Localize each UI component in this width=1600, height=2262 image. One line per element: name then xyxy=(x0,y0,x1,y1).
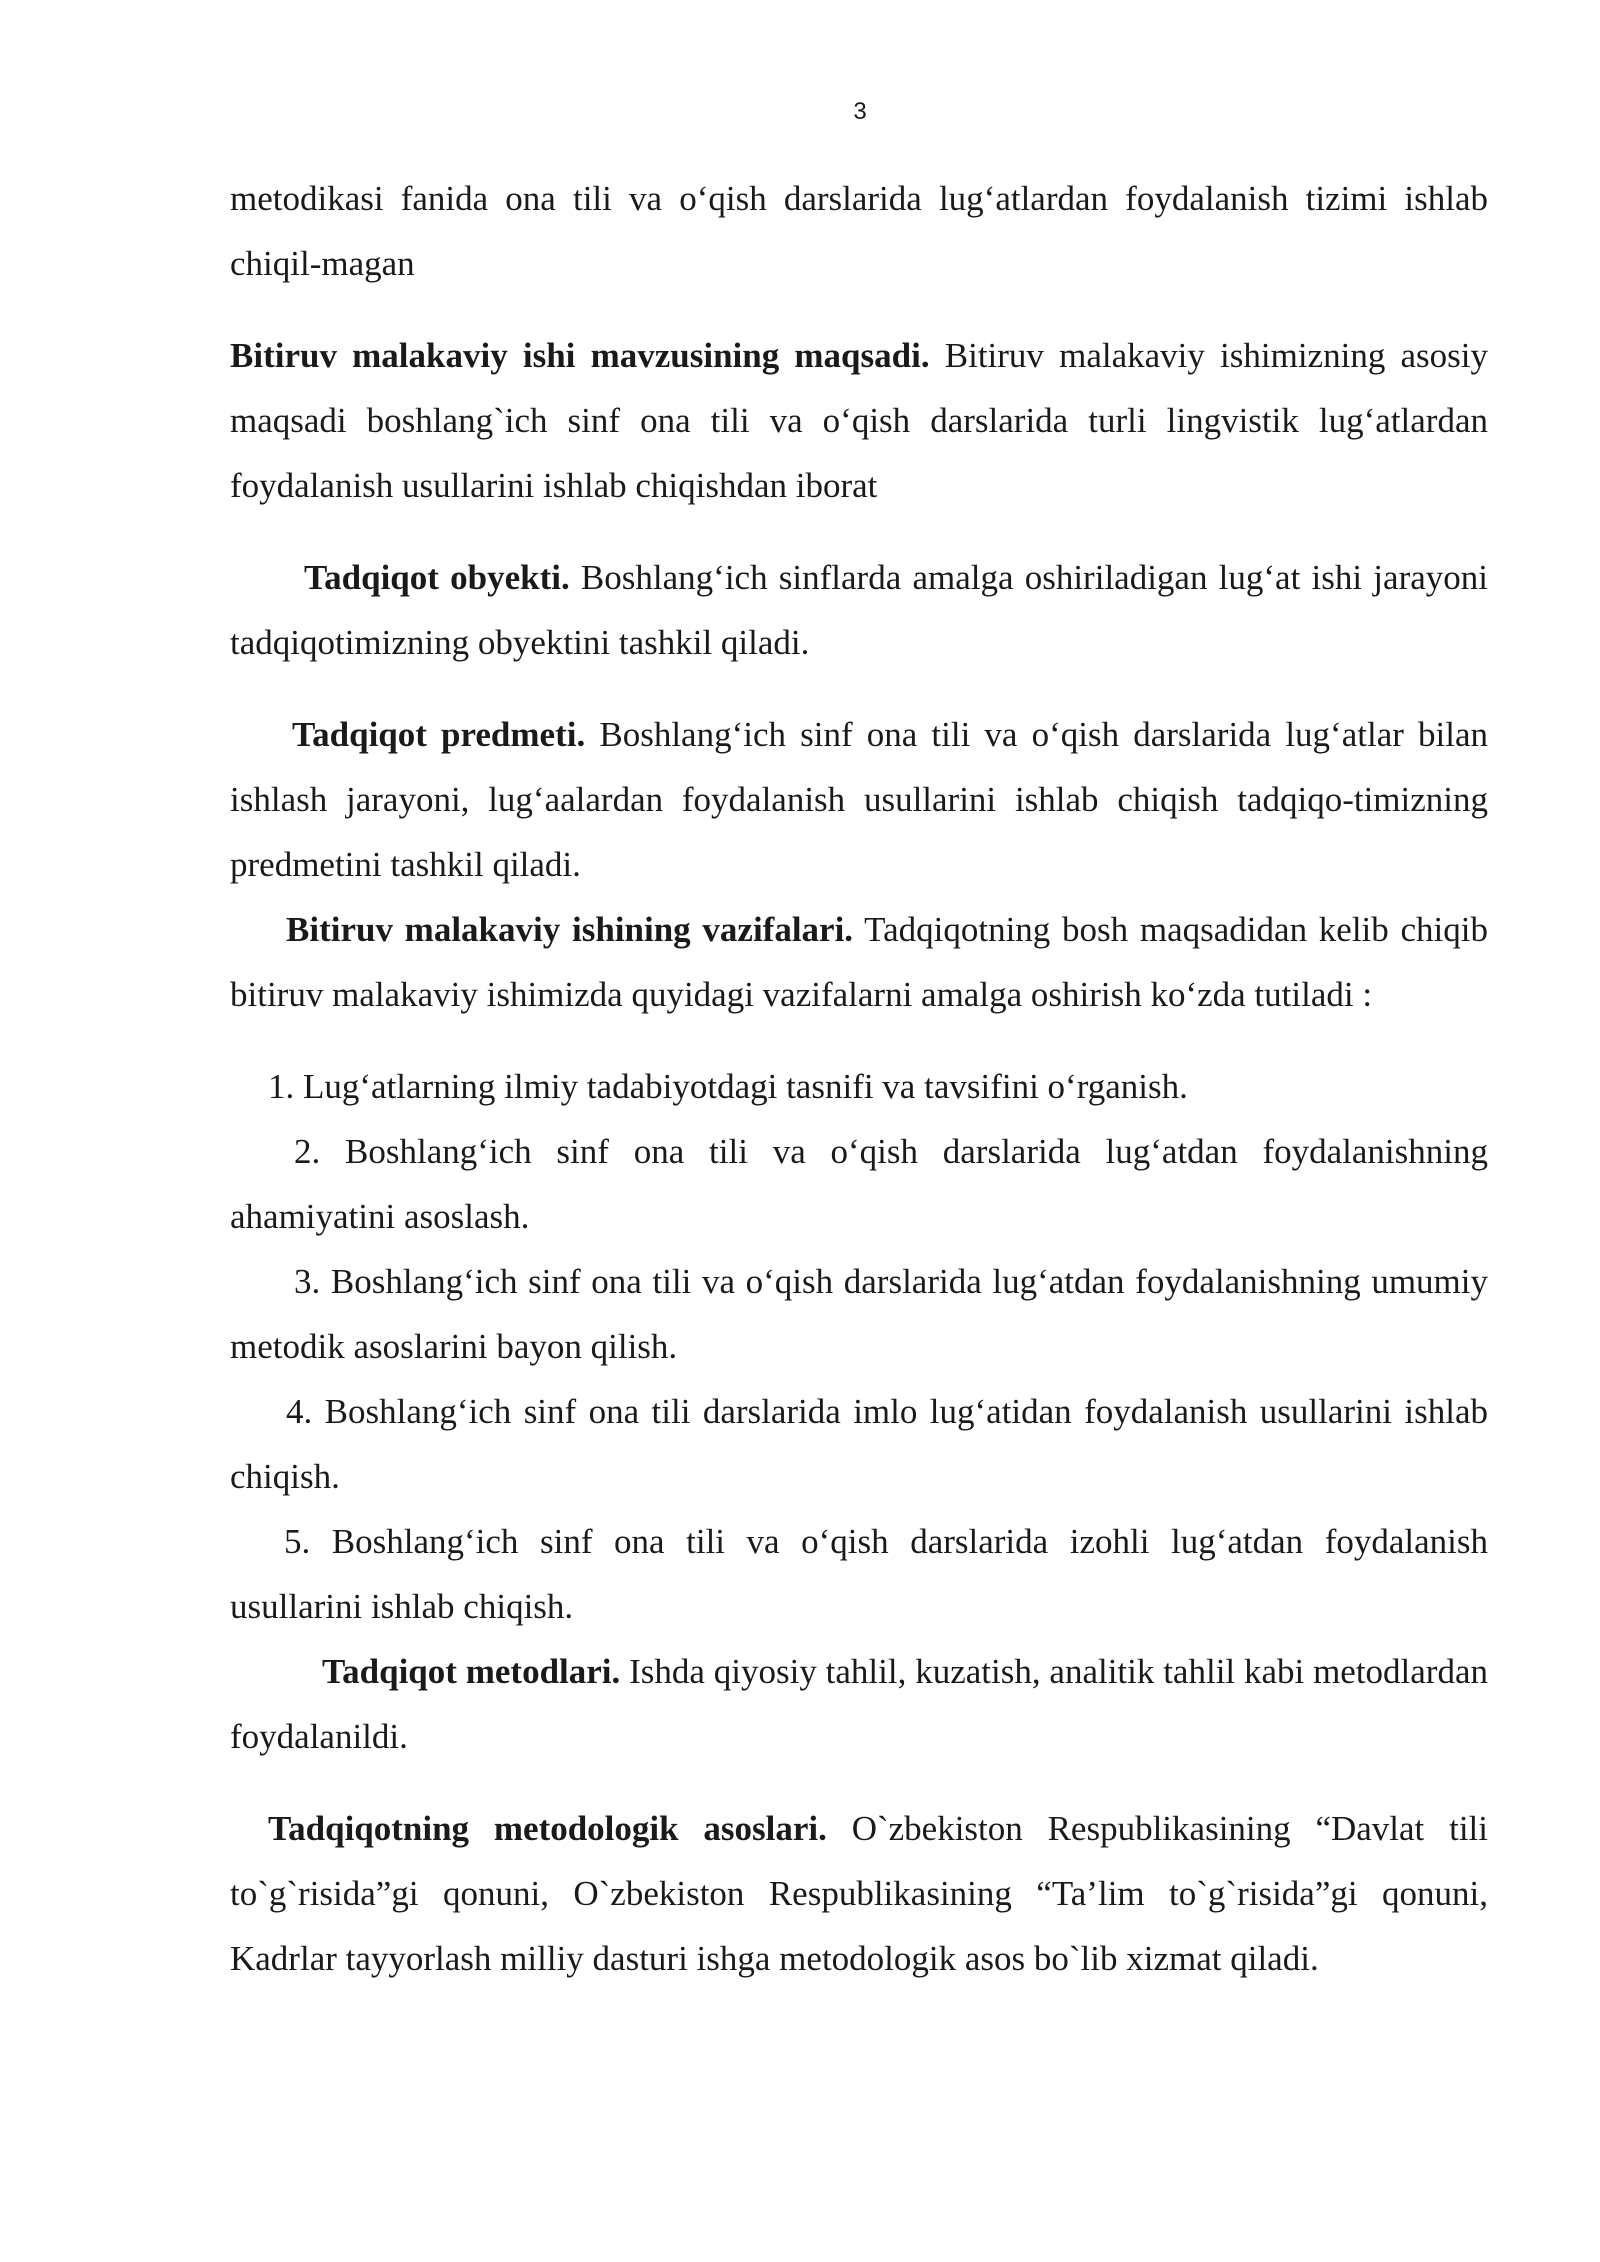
list-item: 2. Boshlang‘ich sinf ona tili va o‘qish darslarida lug‘atdan foydalanishning ahamiyatini asoslash. xyxy=(230,1132,1488,1236)
list-item: 3. Boshlang‘ich sinf ona tili va o‘qish darslarida lug‘atdan foydalanishning umumiy metodik asoslarini bayon qilish. xyxy=(230,1262,1488,1366)
heading-methods: Tadqiqot metodlari. xyxy=(322,1652,621,1691)
heading-subject: Tadqiqot predmeti. xyxy=(292,715,586,754)
document-body xyxy=(230,166,1488,1991)
list-item: 5. Boshlang‘ich sinf ona tili va o‘qish darslarida izohli lug‘atdan foydalanish usullarini ishlab chiqish. xyxy=(230,1522,1488,1626)
heading-object: Tadqiqot obyekti. xyxy=(304,558,570,597)
heading-tasks: Bitiruv malakaviy ishining vazifalari. xyxy=(286,910,854,949)
heading-goal: Bitiruv malakaviy ishi mavzusining maqsadi. xyxy=(230,336,930,375)
paragraph-tasks xyxy=(230,897,1488,1027)
paragraph-methodology xyxy=(230,1796,1488,1991)
paragraph-object xyxy=(230,545,1488,675)
list-item: 1. Lug‘atlarning ilmiy tadabiyotdagi tasnifi va tavsifini o‘rganish. xyxy=(268,1067,1188,1106)
text-tasks: Tadqiqotning bosh maqsadidan kelib chiqib bitiruv malakaviy ishimizda quyidagi vazifalarni amalga oshirish ko‘zda tutiladi : xyxy=(230,910,1488,1014)
list-item: 4. Boshlang‘ich sinf ona tili darslarida imlo lug‘atidan foydalanish usullarini ishlab chiqish. xyxy=(230,1392,1488,1496)
text-subject: Boshlang‘ich sinf ona tili va o‘qish darslarida lug‘atlar bilan ishlash jarayoni, lug‘aalardan foydalanish usullarini ishlab chiqish tadqiqo-timizning predmetini tashkil qiladi. xyxy=(230,715,1488,884)
paragraph-goal xyxy=(230,323,1488,518)
text-goal: Bitiruv malakaviy ishimizning asosiy maqsadi boshlang`ich sinf ona tili va o‘qish darslarida turli lingvistik lug‘atlardan foydalanish usullarini ishlab chiqishdan iborat xyxy=(230,336,1488,505)
text-methods: Ishda qiyosiy tahlil, kuzatish, analitik tahlil kabi metodlardan foydalanildi. xyxy=(230,1652,1488,1756)
page-number: 3 xyxy=(853,98,867,125)
paragraph-methods xyxy=(230,1639,1488,1769)
text-object: Boshlang‘ich sinflarda amalga oshiriladigan lug‘at ishi jarayoni tadqiqotimizning obyektini tashkil qiladi. xyxy=(230,558,1488,662)
paragraph-subject xyxy=(230,702,1488,897)
heading-methodology: Tadqiqotning metodologik asoslari. xyxy=(268,1809,827,1848)
paragraph-intro-continuation: metodikasi fanida ona tili va o‘qish darslarida lug‘atlardan foydalanish tizimi ishlab chiqil-magan xyxy=(230,179,1488,283)
text-methodology: O`zbekiston Respublikasining “Davlat tili to`g`risida”gi qonuni, O`zbekiston Respublikasining “Ta’lim to`g`risida”gi qonuni, Kadrlar tayyorlash milliy dasturi ishga metodologik asos bo`lib xizmat qiladi. xyxy=(230,1809,1488,1978)
